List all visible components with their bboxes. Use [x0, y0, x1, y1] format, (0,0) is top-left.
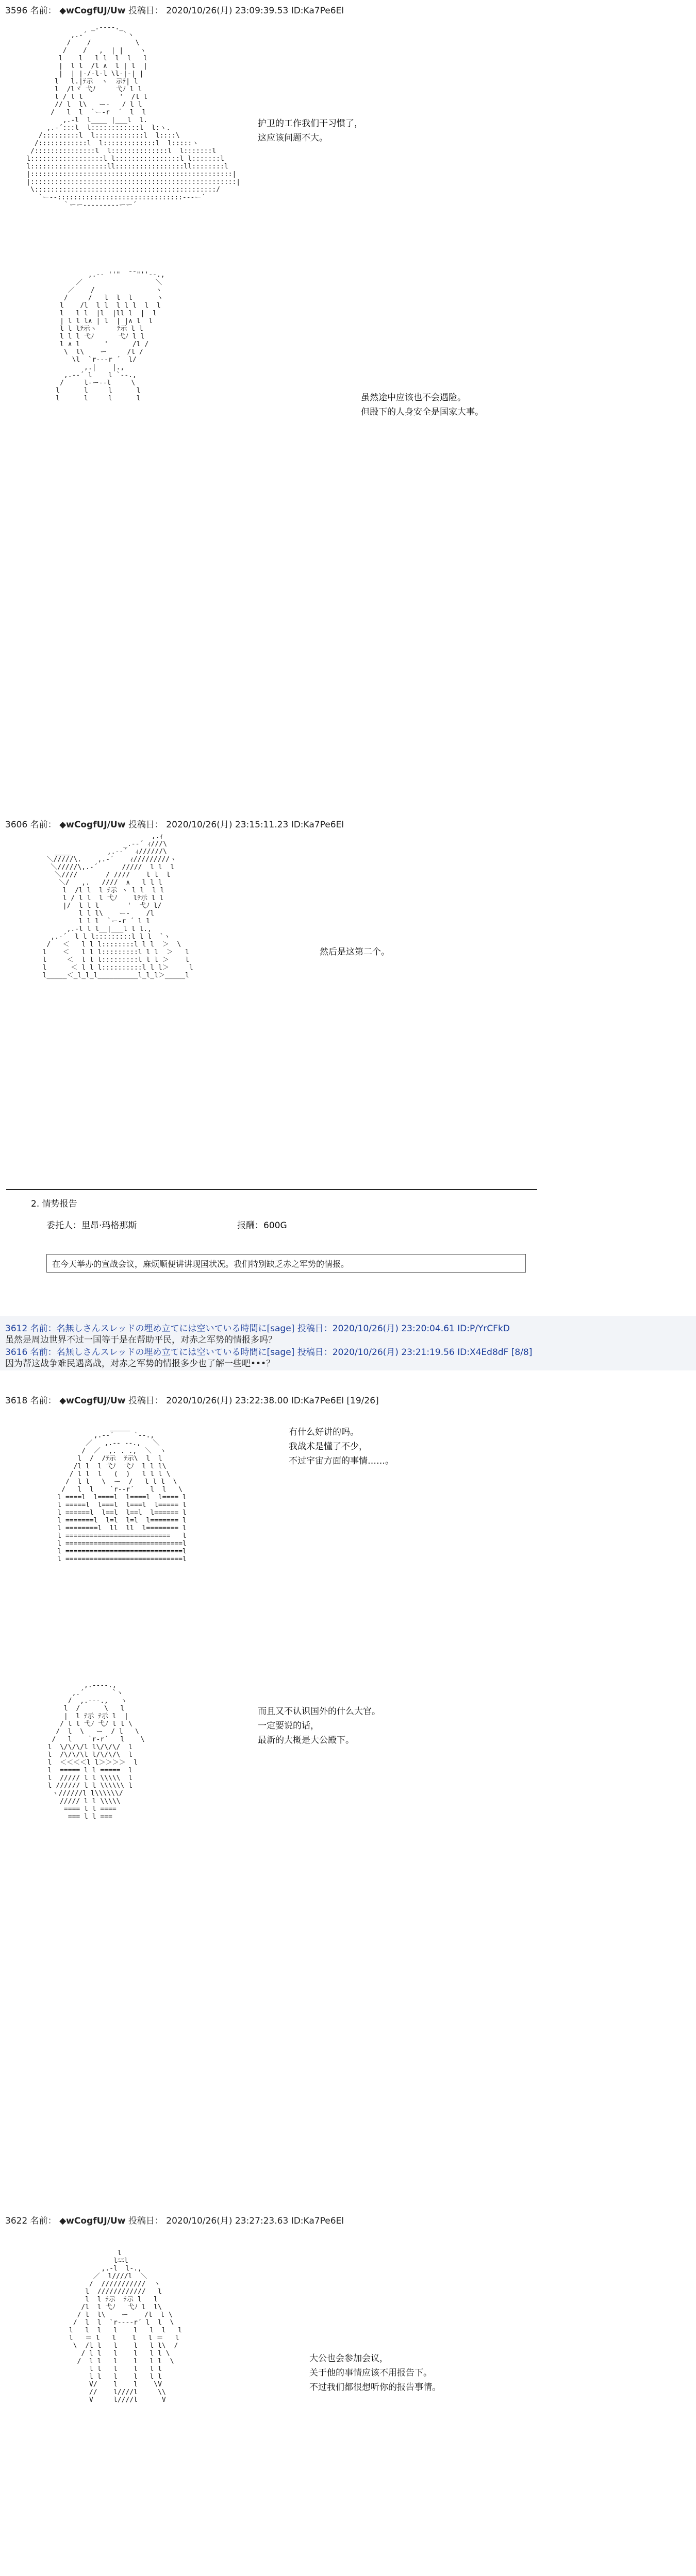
dialog-block — [361, 391, 484, 419]
post-number: 3622 — [5, 2216, 28, 2226]
dialog-line: 一定要说的话， — [258, 1721, 319, 1731]
quote-text: 虽然是周边世界不过一国等于是在帮助平民，对赤之军势的情报多吗？ — [5, 1335, 277, 1345]
quote-line[interactable]: 3612 名前：名無しさんスレッドの埋め立てには空いている時間に[sage] 投稿日：2020/10/26(月) 23:20:04.61 ID:P/YrCFkD — [5, 1324, 510, 1334]
dialog-line: 大公也会参加会议， — [309, 2353, 388, 2364]
post-id[interactable]: ID:Ka7Pe6El — [291, 820, 344, 830]
report-title: 2. 情势报告 — [31, 1199, 77, 1209]
post-author[interactable]: ◆wCogfUJ/Uw — [59, 1396, 126, 1406]
ascii-art-character: ,.-‐ ''" ̄ ̄ "''‐-., ／ ＼ ／ / ヽ / / l l l ヽ l /l l l l l l l l l l l |l |ll l | l | l l l∧ | l | |∧ l l l l lﾃ示ヽ ﾃ示 l l l l l 弋ﾉ 弋ﾉ l l l ∧ l ' /l / \ l\ ー /l / \l `r---r ´ l/ ,.| |., ,.-‐´ l l `‐-., / l-ー--l \ l l l l l l l l — [56, 271, 165, 402]
dialog-line: 关于他的事情应该不用报告下。 — [309, 2368, 432, 2378]
name-label: 名前： — [30, 6, 57, 16]
post-id[interactable]: ID:Ka7Pe6El — [291, 6, 344, 16]
date-label: 投稿日： — [128, 1396, 163, 1406]
post-count: [19/26] — [346, 1396, 379, 1406]
post-author[interactable]: ◆wCogfUJ/Uw — [59, 6, 126, 16]
report-client: 委托人：里昂·玛格那斯 — [46, 1221, 137, 1231]
post-header — [5, 2213, 344, 2226]
date-label: 投稿日： — [128, 2216, 163, 2226]
dialog-line: 然后是这第二个。 — [320, 947, 390, 957]
report-card — [31, 1196, 546, 1279]
dialog-line: 最新的大概是大公殿下。 — [258, 1735, 354, 1745]
post-header — [5, 1393, 379, 1406]
post-3622 — [0, 2213, 696, 2576]
post-header — [5, 3, 344, 16]
post-author[interactable]: ◆wCogfUJ/Uw — [59, 2216, 126, 2226]
post-id[interactable]: ID:Ka7Pe6El — [291, 1396, 344, 1406]
ascii-art-character: ,.ｨ _.-‐´ ｨ///\ ____ ,.-‐´ ｨ//////\ ＼/////\. ,.-´ ｨ/////////ヽ ＼/////\,.-´ ///// l l l ＼//// / //// l l l ＼/ ,. //// ∧ l l l l /l l l ﾃ示 ヽ l l l l l / l l l 弋ﾉ lﾃ示 l l |/ l l l ' 弋ﾉ l/ l l l\ ー- /l l l l `ー-r ´ l l ,.-l l l__|___l l l., ,.-´ l l l:::::::::l l l `ヽ / ＜ l l l::::::::l l l ＞ \ l ＜ l l l:::::::::l l l ＞ l l ＜ l l l:::::::::l l l ＞ l l ＜ l l l::::::::::l l l＞ l l_____＜_l_l_l__________l_l_l＞_____l — [42, 833, 193, 979]
report-reward: 报酬：600G — [237, 1221, 287, 1231]
dialog-line: 这应该问题不大。 — [258, 133, 328, 143]
post-number: 3618 — [5, 1396, 28, 1406]
name-label: 名前： — [30, 1396, 57, 1406]
dialog-line: 护卫的工作我们干习惯了， — [258, 118, 363, 129]
post-3596 — [0, 3, 696, 487]
ascii-art-character: l lﾆﾆl ,.-l l-., ／ l////l ＼ / /////////// ヽ l //////////// l l l ﾃ示 ﾃ示 l l /l l 弋ﾉ 弋ﾉ l l\ / l l\ ー /l l \ / l l `r----r´ l l \ l l l l l l l l l ＝ l l l l ＝ l \ /l l l l l l\ / / l l l l l l \ / l l l l l l \ l l l l l l l l l l l l V/ l l \V // l////l \\ V l////l V — [69, 2249, 183, 2404]
name-label: 名前： — [30, 2216, 57, 2226]
post-timestamp: 2020/10/26(月) 23:27:23.63 — [166, 2216, 289, 2226]
ascii-art-character: _____ ,.-‐´ `‐-., ／ ,.-‐ ‐-., ＼ / ／ ,. . ., ＼ ヽ l / /ﾃ示 ﾃ示\ l l /l l l 弋ﾉ 弋ﾉ l l l\ / l l l ( ) l l l \ / l l \ ー / l l l \ / l l `r--r´ l l \ l ====l l====l l====l l==== l l =====l l===l l===l l===== l l ======l l==l l==l l====== l l =======l l=l l=l l======= l l ========l ll ll l======== l l ========================== l l =============================l l =============================l l =============================l — [57, 1424, 187, 1563]
ascii-art-character: ,.-‐‐-., ,.´ `ヽ / ,.-‐-., ヽ l / \ l | l ﾃ示 ﾃ示 l | / l l 弋ﾉ 弋ﾉ l l \ / l \ ー / l \ / l `r-r´ l \ l \/\/\/l l\/\/\/ l l /\/\/\l l/\/\/\ l l ＜＜＜＜l l＞＞＞＞ l l ===== l l ===== l l ///// l l \\\\\ l l ////// l l \\\\\\ l ヽ//////l l\\\\\\/ ///// l l \\\\\ ==== l l ==== === l l === — [47, 1682, 145, 1821]
post-id[interactable]: ID:Ka7Pe6El — [291, 2216, 344, 2226]
quote-line[interactable]: 3616 名前：名無しさんスレッドの埋め立てには空いている時間に[sage] 投稿日：2020/10/26(月) 23:21:19.56 ID:X4Ed8dF [8/8] — [5, 1347, 533, 1358]
quoted-responses — [0, 1316, 696, 1370]
dialog-block — [320, 945, 390, 959]
dialog-line: 不过我们都很想听你的报告事情。 — [309, 2382, 441, 2393]
date-label: 投稿日： — [128, 820, 163, 830]
post-3606 — [0, 817, 696, 1281]
dialog-block — [258, 1704, 380, 1748]
post-timestamp: 2020/10/26(月) 23:22:38.00 — [166, 1396, 289, 1406]
name-label: 名前： — [30, 820, 57, 830]
dialog-line: 我战术是懂了不少， — [289, 1442, 368, 1452]
dialog-block — [309, 2351, 441, 2395]
dialog-block — [289, 1425, 394, 1468]
post-3618 — [0, 1393, 696, 1986]
dialog-block — [258, 116, 363, 145]
post-timestamp: 2020/10/26(月) 23:15:11.23 — [166, 820, 289, 830]
ascii-art-character: _.----._ ,.-´ `ヽ / / \ / / , | | ヽ l l l l l l l | l l /l ∧ l | l | | | |-/-l-l \l-|-| | l l.|ﾃ示 ヽ 示ﾃ| l l /lヾ 弋ﾉ 弋ﾉ l l l / l l ' /l l // l l\ ー- / l l / l l `ー-r ´ l l ,.-l l____ |___l l. ,.-´:::l l::::::::::::l l:ヽ. /:::::::::l l::::::::::::l l::::\ /::::::::::::l l:::::::::::::l l:::::ヽ /:::::::::::::::l l::::::::::::::l l:::::::l l::::::::::::::::::l l::::::::::::::::l l:::::::l l:::::::::::::::::::ll:::::::::::::::::ll::::::::l |::::::::::::::::::::::::::::::::::::::::::::::::::| |:::::::::::::::::::::::::::::::::::::::::::::::::::| \:::::::::::::::::::::::::::::::::::::::::::::/ `ー--:::::::::::::::::::::::::::::::---ー´ ｀ーー---------ーー´ — [26, 24, 241, 209]
date-label: 投稿日： — [128, 6, 163, 16]
quote-text: 因为帮这战争难民遇离战，对赤之军势的情报多少也了解一些吧•••？ — [5, 1359, 275, 1369]
post-number: 3596 — [5, 6, 28, 16]
dialog-line: 而且又不认识国外的什么大官。 — [258, 1706, 380, 1717]
report-body: 在今天举办的宣战会议，麻烦顺便讲讲现国状况。我们特别缺乏赤之军势的情报。 — [46, 1254, 526, 1273]
dialog-line: 有什么好讲的吗。 — [289, 1427, 359, 1437]
post-header — [5, 817, 344, 830]
section-divider — [6, 1189, 537, 1190]
dialog-line: 虽然途中应该也不会遇险。 — [361, 393, 466, 403]
post-number: 3606 — [5, 820, 28, 830]
post-timestamp: 2020/10/26(月) 23:09:39.53 — [166, 6, 289, 16]
dialog-line: 不过宇宙方面的事情……。 — [289, 1456, 394, 1466]
post-author[interactable]: ◆wCogfUJ/Uw — [59, 820, 126, 830]
dialog-line: 但殿下的人身安全是国家大事。 — [361, 407, 484, 417]
